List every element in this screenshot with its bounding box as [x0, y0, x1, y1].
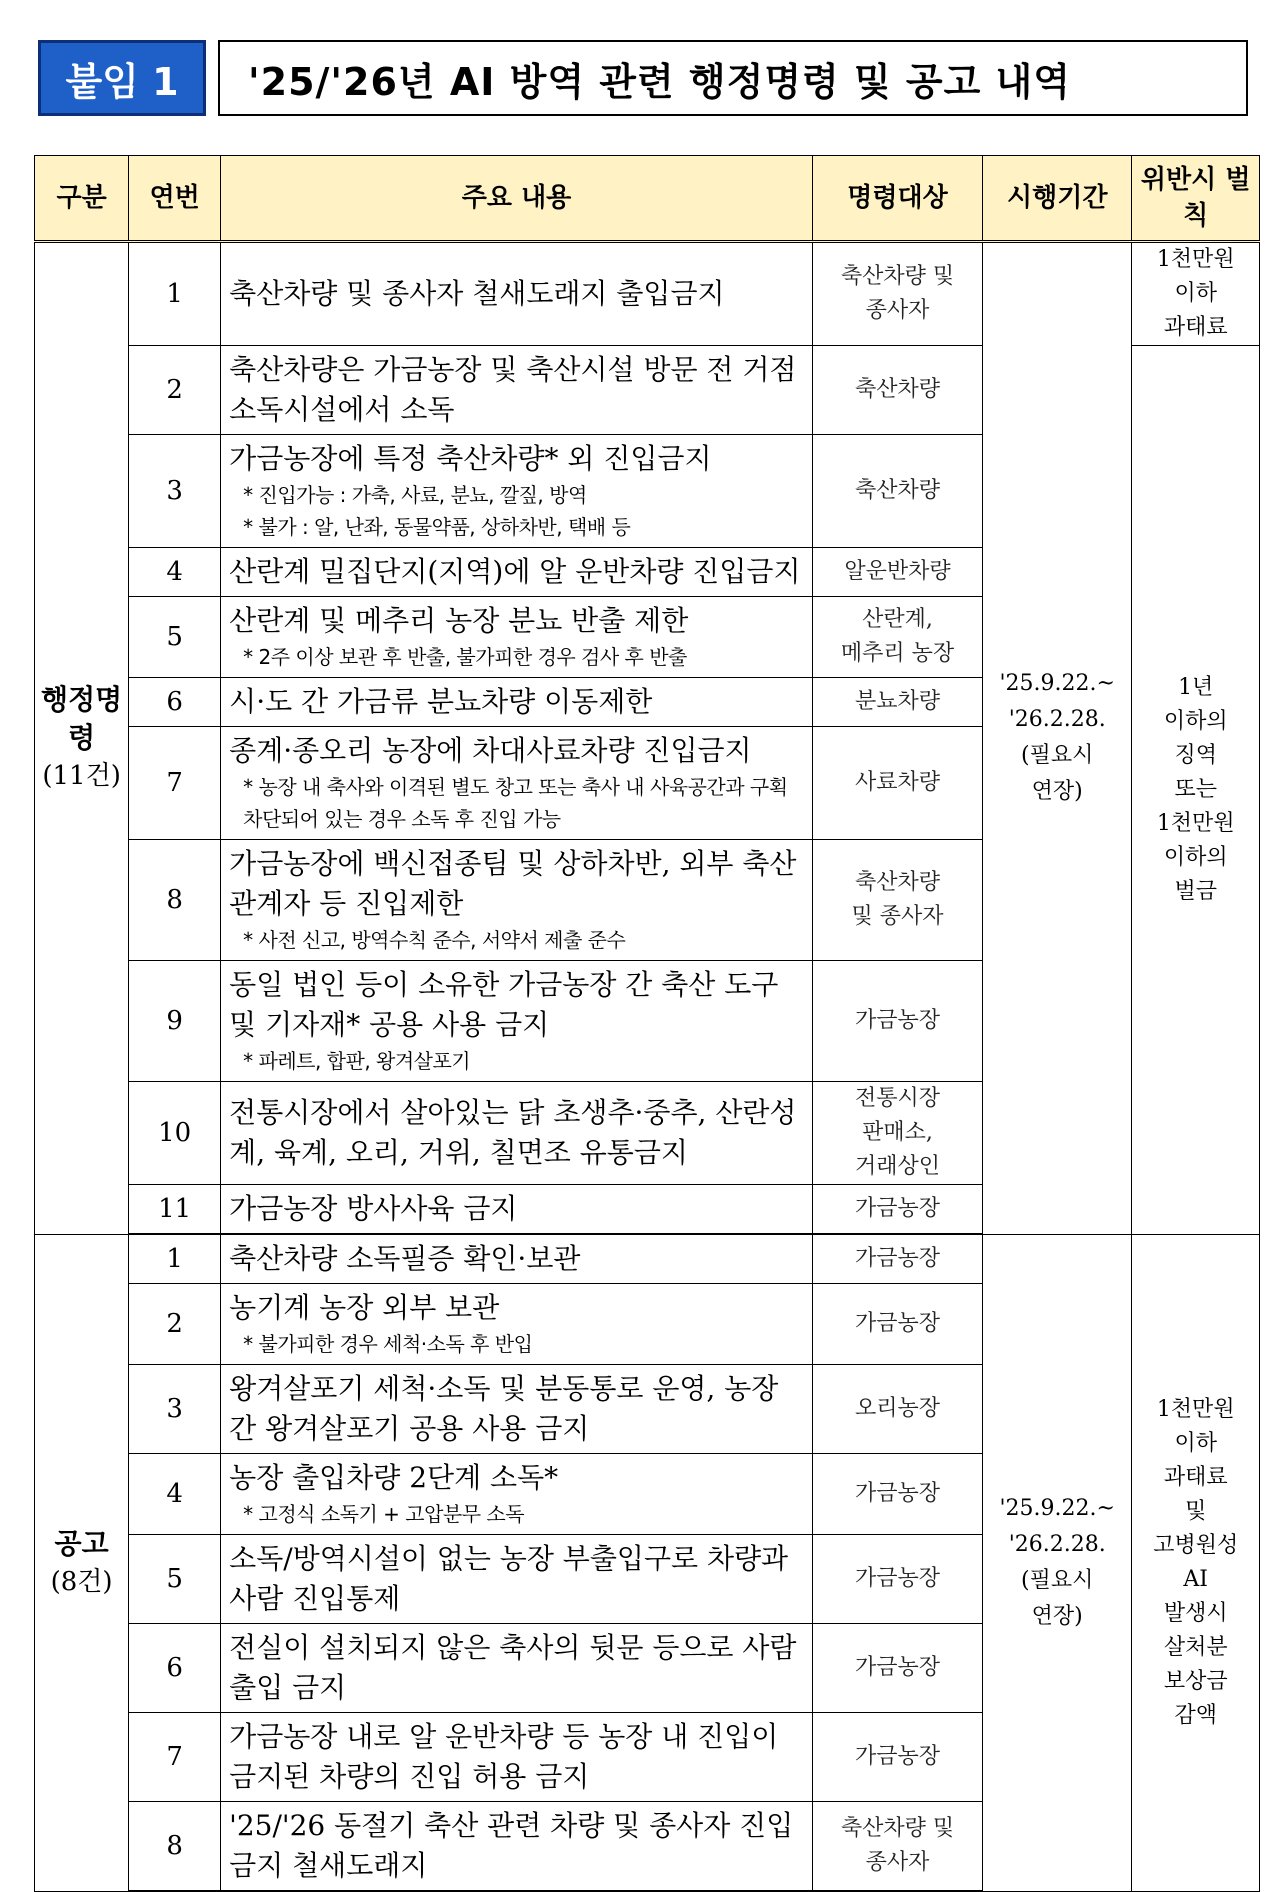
category-count: (8건): [50, 1566, 113, 1597]
row-number: 1: [129, 242, 221, 346]
penalty-line: 1천만원: [1156, 1396, 1235, 1422]
penalty-line: 이하: [1174, 281, 1217, 306]
penalty-line: AI: [1183, 1566, 1208, 1592]
penalty-line: 이하의: [1163, 844, 1228, 870]
row-number: 6: [129, 678, 221, 727]
content-note: * 파레트, 합판, 왕겨살포기: [243, 1049, 471, 1073]
target-line: 축산차량 및: [840, 1816, 955, 1841]
content-text: 가금농장에 백신접종팀 및 상하차반, 외부 축산관계자 등 진입제한: [229, 847, 797, 920]
row-number: 2: [129, 1284, 221, 1365]
table-body: [35, 242, 1260, 1892]
target-line: 산란계,: [862, 607, 933, 632]
category-name: 공고: [54, 1526, 109, 1560]
header-number: 연번: [129, 156, 221, 242]
content-text: 축산차량 및 종사자 철새도래지 출입금지: [229, 277, 725, 310]
target-line: 축산차량: [854, 478, 940, 503]
target-line: 및 종사자: [851, 904, 944, 929]
content-note: * 고정식 소독기 + 고압분무 소독: [243, 1502, 525, 1526]
target-line: 가금농장: [854, 1481, 940, 1506]
row-content: [221, 597, 813, 678]
row-number: 7: [129, 1713, 221, 1802]
content-text: 산란계 밀집단지(지역)에 알 운반차량 진입금지: [229, 555, 801, 588]
row-number: 3: [129, 435, 221, 548]
row-target: [812, 1082, 982, 1185]
content-note: * 사전 신고, 방역수칙 준수, 서약서 제출 준수: [243, 928, 626, 952]
target-line: 가금농장: [854, 1566, 940, 1591]
penalty-line: 보상금: [1163, 1668, 1228, 1694]
row-content: [221, 346, 813, 435]
category-cell: [35, 1234, 129, 1891]
period-line: (필요시: [1021, 1567, 1094, 1593]
category-cell: [35, 242, 129, 1235]
document-title: '25/'26년 AI 방역 관련 행정명령 및 공고 내역: [218, 40, 1248, 116]
content-text: 동일 법인 등이 소유한 가금농장 간 축산 도구 및 기자재* 공용 사용 금지: [229, 968, 779, 1041]
penalty-line: 이하의: [1163, 708, 1228, 734]
period-line: 연장): [1031, 1603, 1083, 1629]
penalty-cell: [1132, 346, 1260, 1235]
row-content: [221, 1365, 813, 1454]
row-content: [221, 242, 813, 346]
content-text: 산란계 및 메추리 농장 분뇨 반출 제한: [229, 604, 689, 637]
row-target: [812, 1234, 982, 1284]
content-text: 가금농장 방사사육 금지: [229, 1192, 518, 1225]
row-number: 6: [129, 1624, 221, 1713]
row-number: 9: [129, 961, 221, 1082]
header-category: 구분: [35, 156, 129, 242]
target-line: 가금농장: [854, 1744, 940, 1769]
target-line: 가금농장: [854, 1655, 940, 1680]
content-text: '25/'26 동절기 축산 관련 차량 및 종사자 진입 금지 철새도래지: [229, 1809, 794, 1882]
row-number: 8: [129, 1802, 221, 1892]
target-line: 종사자: [865, 1850, 930, 1875]
row-target: [812, 242, 982, 346]
row-target: [812, 727, 982, 840]
content-text: 농장 출입차량 2단계 소독*: [229, 1461, 559, 1494]
period-cell: [983, 242, 1132, 1235]
target-line: 가금농장: [854, 1311, 940, 1336]
content-note: * 불가 : 알, 난좌, 동물약품, 상하차반, 택배 등: [243, 515, 631, 539]
row-content: [221, 1234, 813, 1284]
period-cell: [983, 1234, 1132, 1891]
penalty-line: 1천만원: [1156, 247, 1235, 272]
content-text: 시·도 간 가금류 분뇨차량 이동제한: [229, 685, 653, 718]
target-line: 가금농장: [854, 1196, 940, 1221]
header-period: 시행기간: [983, 156, 1132, 242]
period-line: 연장): [1031, 779, 1083, 805]
period-line: '25.9.22.~: [999, 1495, 1115, 1521]
row-number: 11: [129, 1185, 221, 1235]
row-content: [221, 840, 813, 961]
content-text: 가금농장 내로 알 운반차량 등 농장 내 진입이 금지된 차량의 진입 허용 금지: [229, 1720, 779, 1793]
penalty-line: 1천만원: [1156, 810, 1235, 836]
penalty-line: 발생시: [1163, 1600, 1228, 1626]
target-line: 축산차량: [854, 377, 940, 402]
row-content: [221, 727, 813, 840]
row-number: 4: [129, 548, 221, 597]
measures-table: [34, 155, 1260, 1892]
row-target: [812, 1185, 982, 1235]
row-target: [812, 435, 982, 548]
row-target: [812, 1284, 982, 1365]
row-target: [812, 1365, 982, 1454]
content-note: * 진입가능 : 가축, 사료, 분뇨, 깔짚, 방역: [243, 483, 587, 507]
row-number: 10: [129, 1082, 221, 1185]
header-penalty: 위반시 벌칙: [1132, 156, 1260, 242]
target-line: 분뇨차량: [854, 689, 940, 714]
penalty-line: 과태료: [1163, 1464, 1228, 1490]
content-note: * 불가피한 경우 세척·소독 후 반입: [243, 1332, 533, 1356]
row-target: [812, 961, 982, 1082]
penalty-line: 징역: [1174, 742, 1217, 768]
content-text: 전실이 설치되지 않은 축사의 뒷문 등으로 사람 출입 금지: [229, 1631, 797, 1704]
table-header-row: [35, 156, 1260, 242]
row-number: 1: [129, 1234, 221, 1284]
target-line: 판매소,: [862, 1120, 933, 1145]
content-note: * 농장 내 축사와 이격된 별도 창고 또는 축사 내 사육공간과 구획차단되어 있는 경우 소독 후 진입 가능: [243, 775, 788, 831]
row-content: [221, 435, 813, 548]
header-content: 주요 내용: [221, 156, 813, 242]
row-target: [812, 1802, 982, 1892]
row-number: 3: [129, 1365, 221, 1454]
target-line: 가금농장: [854, 1246, 940, 1271]
target-line: 종사자: [865, 298, 930, 323]
content-text: 농기계 농장 외부 보관: [229, 1291, 500, 1324]
row-content: [221, 548, 813, 597]
row-target: [812, 1535, 982, 1624]
attachment-badge: 붙임 1: [38, 40, 206, 116]
row-number: 8: [129, 840, 221, 961]
target-line: 축산차량: [854, 870, 940, 895]
target-line: 전통시장: [854, 1086, 940, 1111]
target-line: 메추리 농장: [840, 641, 955, 666]
penalty-line: 또는: [1174, 776, 1217, 802]
penalty-line: 벌금: [1174, 878, 1217, 904]
period-line: '26.2.28.: [1008, 1531, 1106, 1557]
row-number: 4: [129, 1454, 221, 1535]
row-target: [812, 1713, 982, 1802]
row-target: [812, 597, 982, 678]
category-name: 행정명령: [41, 683, 123, 755]
target-line: 가금농장: [854, 1008, 940, 1033]
row-content: [221, 1802, 813, 1892]
penalty-line: 및: [1185, 1498, 1207, 1524]
row-content: [221, 1284, 813, 1365]
penalty-cell: [1132, 1234, 1260, 1891]
category-count: (11건): [42, 761, 121, 792]
row-number: 5: [129, 1535, 221, 1624]
content-text: 종계·종오리 농장에 차대사료차량 진입금지: [229, 734, 752, 767]
target-line: 거래상인: [854, 1154, 940, 1179]
row-target: [812, 840, 982, 961]
row-content: [221, 1082, 813, 1185]
content-text: 가금농장에 특정 축산차량* 외 진입금지: [229, 442, 712, 475]
row-content: [221, 1713, 813, 1802]
target-line: 오리농장: [854, 1396, 940, 1421]
period-line: (필요시: [1021, 743, 1094, 769]
row-content: [221, 1185, 813, 1235]
row-number: 2: [129, 346, 221, 435]
content-text: 축산차량 소독필증 확인·보관: [229, 1242, 581, 1275]
row-content: [221, 1535, 813, 1624]
row-content: [221, 1624, 813, 1713]
row-number: 5: [129, 597, 221, 678]
content-text: 축산차량은 가금농장 및 축산시설 방문 전 거점소독시설에서 소독: [229, 353, 797, 426]
content-note: * 2주 이상 보관 후 반출, 불가피한 경우 검사 후 반출: [243, 645, 687, 669]
content-text: 소독/방역시설이 없는 농장 부출입구로 차량과 사람 진입통제: [229, 1542, 789, 1615]
content-text: 왕겨살포기 세척·소독 및 분동통로 운영, 농장 간 왕겨살포기 공용 사용 금지: [229, 1372, 779, 1445]
penalty-cell: [1132, 242, 1260, 346]
header-target: 명령대상: [812, 156, 982, 242]
row-target: [812, 548, 982, 597]
row-number: 7: [129, 727, 221, 840]
content-text: 전통시장에서 살아있는 닭 초생추·중추, 산란성계, 육계, 오리, 거위, 칠면조 유통금지: [229, 1096, 797, 1169]
row-content: [221, 961, 813, 1082]
table-row: [35, 1234, 1260, 1284]
target-line: 사료차량: [854, 770, 940, 795]
penalty-line: 살처분: [1163, 1634, 1228, 1660]
penalty-line: 이하: [1174, 1430, 1217, 1456]
period-line: '25.9.22.~: [999, 671, 1115, 697]
row-target: [812, 1624, 982, 1713]
row-content: [221, 1454, 813, 1535]
target-line: 알운반차량: [844, 559, 951, 584]
penalty-line: 과태료: [1163, 315, 1228, 340]
penalty-line: 감액: [1174, 1702, 1217, 1728]
row-target: [812, 346, 982, 435]
row-content: [221, 678, 813, 727]
penalty-line: 1년: [1178, 674, 1214, 700]
target-line: 축산차량 및: [840, 264, 955, 289]
penalty-line: 고병원성: [1153, 1532, 1239, 1558]
table-row: [35, 242, 1260, 346]
period-line: '26.2.28.: [1008, 707, 1106, 733]
row-target: [812, 1454, 982, 1535]
row-target: [812, 678, 982, 727]
